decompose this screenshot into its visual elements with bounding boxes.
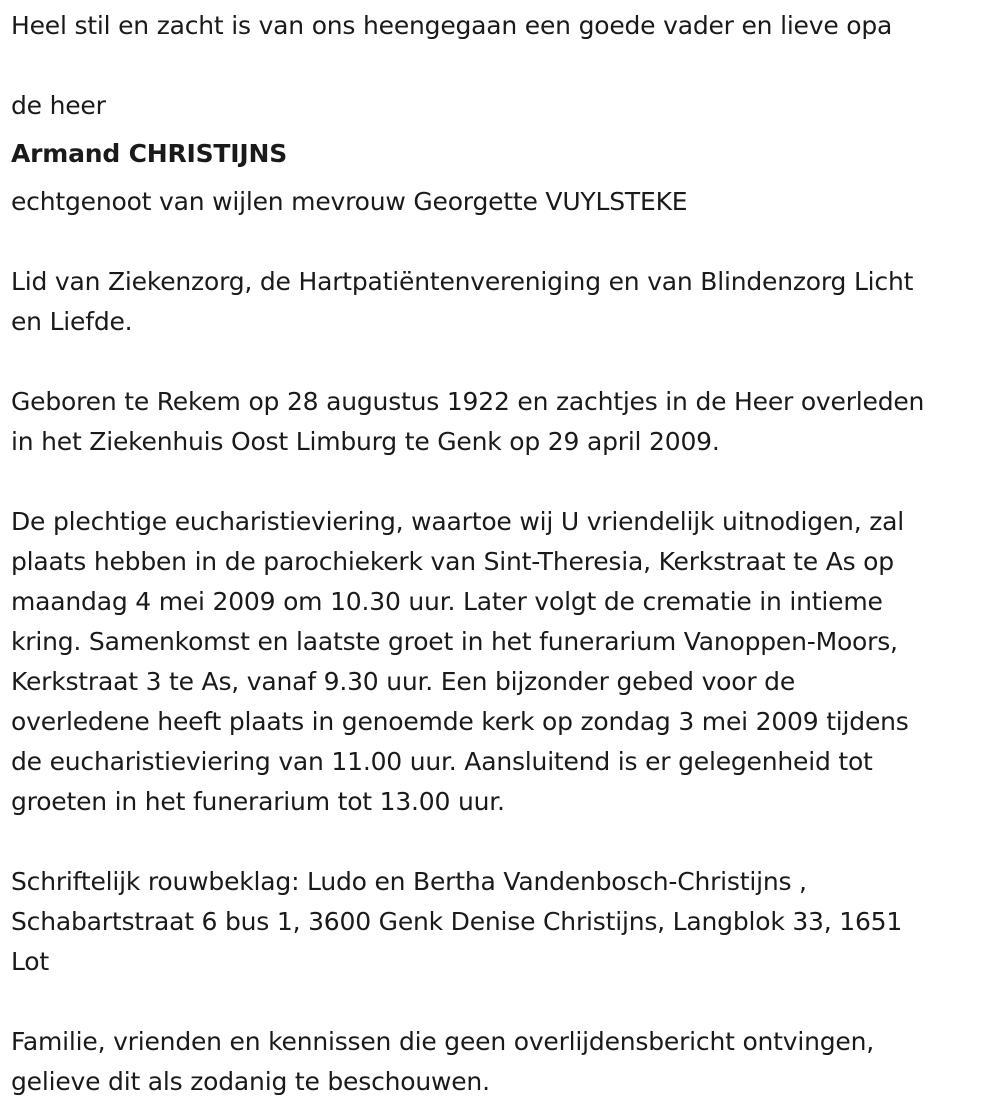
spacer — [11, 342, 991, 382]
ceremony-line: De plechtige eucharistieviering, waartoe wij U vriendelijk uitnodigen, zal — [11, 507, 904, 536]
closing-line: Familie, vrienden en kennissen die geen overlijdensbericht ontvingen, — [11, 1027, 875, 1056]
birth-death-paragraph — [11, 382, 991, 462]
salutation-text: de heer — [11, 91, 106, 120]
ceremony-line: maandag 4 mei 2009 om 10.30 uur. Later volgt de crematie in intieme — [11, 587, 883, 616]
ceremony-paragraph — [11, 502, 991, 822]
condolences-line: Lot — [11, 947, 49, 976]
condolences-line: Schriftelijk rouwbeklag: Ludo en Bertha Vandenbosch-Christijns , — [11, 867, 807, 896]
membership-line: Lid van Ziekenzorg, de Hartpatiëntenvereniging en van Blindenzorg Licht — [11, 267, 914, 296]
condolences-line: Schabartstraat 6 bus 1, 3600 Genk Denise Christijns, Langblok 33, 1651 — [11, 907, 903, 936]
membership-line: en Liefde. — [11, 307, 133, 336]
ceremony-line: plaats hebben in de parochiekerk van Sint-Theresia, Kerkstraat te As op — [11, 547, 894, 576]
membership-paragraph — [11, 262, 991, 342]
closing-paragraph — [11, 1022, 991, 1102]
condolences-paragraph — [11, 862, 991, 982]
closing-line: gelieve dit als zodanig te beschouwen. — [11, 1067, 490, 1096]
intro-text: Heel stil en zacht is van ons heengegaan een goede vader en lieve opa — [11, 11, 893, 40]
death-notice — [11, 0, 991, 1102]
spacer — [11, 822, 991, 862]
spacer — [11, 462, 991, 502]
ceremony-line: Kerkstraat 3 te As, vanaf 9.30 uur. Een bijzonder gebed voor de — [11, 667, 796, 696]
ceremony-line: kring. Samenkomst en laatste groet in het funerarium Vanoppen-Moors, — [11, 627, 898, 656]
birth-death-line: in het Ziekenhuis Oost Limburg te Genk op 29 april 2009. — [11, 427, 720, 456]
deceased-name: Armand CHRISTIJNS — [11, 139, 288, 168]
spouse-text: echtgenoot van wijlen mevrouw Georgette VUYLSTEKE — [11, 187, 688, 216]
spacer — [11, 982, 991, 1022]
ceremony-line: overledene heeft plaats in genoemde kerk op zondag 3 mei 2009 tijdens — [11, 707, 909, 736]
ceremony-line: de eucharistieviering van 11.00 uur. Aansluitend is er gelegenheid tot — [11, 747, 873, 776]
spacer — [11, 46, 991, 86]
birth-death-line: Geboren te Rekem op 28 augustus 1922 en zachtjes in de Heer overleden — [11, 387, 925, 416]
ceremony-line: groeten in het funerarium tot 13.00 uur. — [11, 787, 505, 816]
spacer — [11, 222, 991, 262]
